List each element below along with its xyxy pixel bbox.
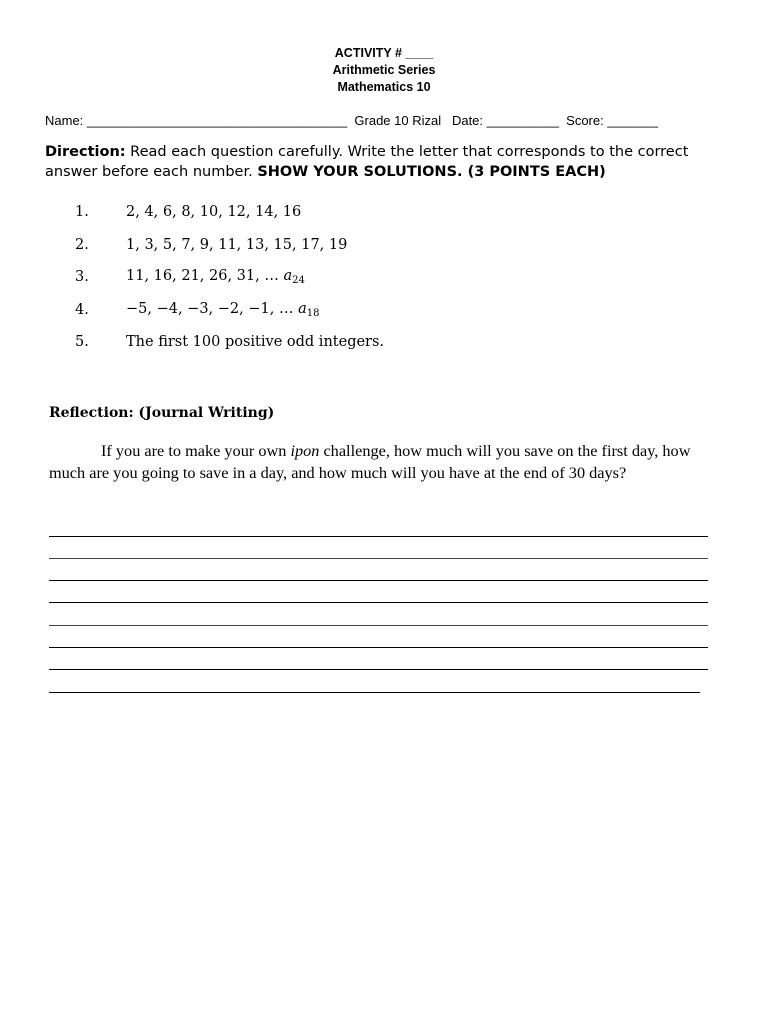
- subject-title: Mathematics 10: [337, 80, 431, 94]
- question-item: [75, 196, 715, 229]
- student-info-line: Name: ____________________________________ Grade 10 Rizal Date: __________ Score: _______: [45, 113, 658, 128]
- question-text: 1, 3, 5, 7, 9, 11, 13, 15, 17, 19: [126, 236, 348, 253]
- answer-line[interactable]: [49, 558, 708, 559]
- term-index: 24: [292, 275, 305, 287]
- direction-label: Direction:: [45, 144, 126, 160]
- answer-line[interactable]: [49, 669, 708, 670]
- question-list: [75, 196, 715, 359]
- activity-topic: Arithmetic Series: [332, 63, 436, 77]
- question-text: 11, 16, 21, 26, 31, …: [126, 268, 284, 285]
- question-item: [75, 294, 715, 327]
- question-item: [75, 326, 715, 359]
- direction-text: Read each question carefully. Write the letter that corresponds to the correct answer before each number.: [45, 144, 689, 180]
- reflection-title: Reflection: (Journal Writing): [49, 405, 275, 421]
- direction-paragraph: [45, 142, 735, 182]
- term-variable: a: [283, 268, 293, 285]
- question-number: 2.: [75, 236, 89, 253]
- prompt-text: challenge, how much will you save on the first day, how much are you going to save in a day, and how much will you have at the end of 30 days?: [49, 441, 691, 482]
- term-index: 18: [306, 307, 320, 319]
- question-text: The first 100 positive odd integers.: [126, 334, 385, 351]
- question-item: [75, 261, 715, 294]
- answer-line[interactable]: [49, 536, 708, 537]
- reflection-prompt: [49, 440, 729, 484]
- question-item: [75, 229, 715, 262]
- question-text-wrapper: [126, 301, 319, 319]
- worksheet-header: [0, 45, 768, 96]
- activity-number: ACTIVITY # ____: [334, 46, 434, 60]
- prompt-text: If you are to make your own: [101, 441, 291, 460]
- question-text-wrapper: [126, 268, 305, 286]
- answer-line[interactable]: [49, 580, 708, 581]
- direction-emphasis: SHOW YOUR SOLUTIONS. (3 POINTS EACH): [257, 164, 606, 180]
- term-variable: a: [298, 300, 307, 317]
- answer-line[interactable]: [49, 625, 708, 626]
- question-number: 1.: [75, 204, 89, 221]
- question-number: 3.: [75, 269, 89, 286]
- answer-line[interactable]: [49, 692, 700, 693]
- answer-line[interactable]: [49, 647, 708, 648]
- answer-line[interactable]: [49, 602, 708, 603]
- question-number: 4.: [75, 301, 89, 318]
- question-text: −5, −4, −3, −2, −1, …: [126, 300, 299, 317]
- prompt-italic: ipon: [290, 441, 320, 460]
- question-text: 2, 4, 6, 8, 10, 12, 14, 16: [126, 204, 302, 221]
- question-number: 5.: [75, 334, 89, 351]
